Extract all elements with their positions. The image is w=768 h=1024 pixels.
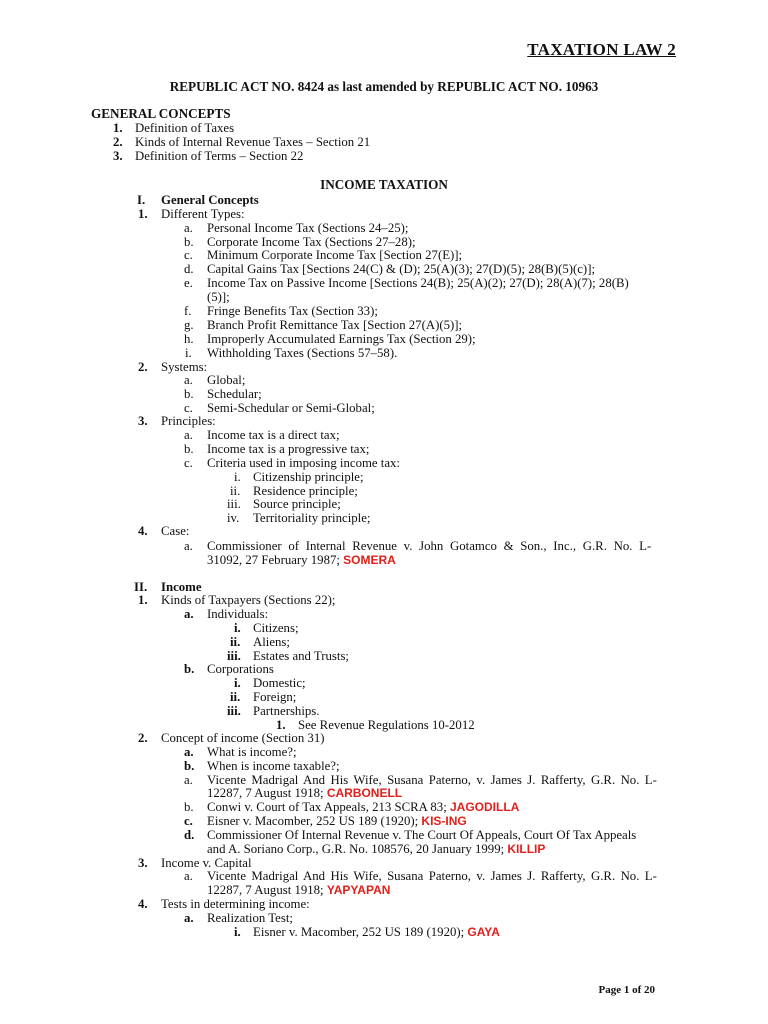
page-number: Page 1 of 20: [598, 984, 655, 996]
list-item: Residence principle;: [253, 484, 358, 498]
list-marker: 1.: [276, 718, 286, 732]
list-marker: 3.: [138, 414, 148, 428]
list-item: Withholding Taxes (Sections 57–58).: [207, 346, 398, 360]
list-marker: a.: [184, 869, 193, 883]
list-label: Income v. Capital: [161, 856, 252, 870]
list-marker: 1.: [113, 121, 123, 135]
case-citation: Commissioner of Internal Revenue v. John Gotamco & Son., Inc., G.R. No. L-: [207, 539, 652, 553]
assignee-name: KILLIP: [507, 842, 546, 856]
list-item: Citizens;: [253, 621, 299, 635]
income-taxation-heading: INCOME TAXATION: [320, 177, 448, 192]
case-citation: Vicente Madrigal And His Wife, Susana Paterno, v. James J. Rafferty, G.R. No. L-: [207, 869, 657, 883]
list-label: Different Types:: [161, 207, 245, 221]
list-item: When is income taxable?;: [207, 759, 340, 773]
list-item: Source principle;: [253, 497, 341, 511]
list-item: Estates and Trusts;: [253, 649, 349, 663]
list-item-continuation: (5)];: [207, 290, 230, 304]
list-marker: a.: [184, 428, 193, 442]
assignee-name: JAGODILLA: [449, 800, 520, 814]
part-marker: I.: [137, 193, 146, 207]
general-concepts-heading: GENERAL CONCEPTS: [91, 106, 231, 121]
list-marker: i.: [234, 676, 241, 690]
list-label: Concept of income (Section 31): [161, 731, 325, 745]
list-item: Foreign;: [253, 690, 297, 704]
case-citation-cont: [207, 553, 396, 567]
list-marker: a.: [184, 911, 194, 925]
list-marker: b.: [184, 759, 195, 773]
list-marker: iii.: [227, 704, 241, 718]
case-citation: Commissioner Of Internal Revenue v. The Court Of Appeals, Court Of Tax Appeals: [207, 828, 637, 842]
case-citation-text: Conwi v. Court of Tax Appeals, 213 SCRA 83;: [207, 800, 447, 814]
case-citation-text: 12287, 7 August 1918;: [207, 883, 324, 897]
list-marker: d.: [184, 262, 194, 276]
list-marker: 2.: [138, 731, 148, 745]
list-item: Improperly Accumulated Earnings Tax (Section 29);: [207, 332, 476, 346]
list-item: Global;: [207, 373, 246, 387]
list-marker: a.: [184, 373, 193, 387]
list-marker: i.: [185, 346, 192, 360]
list-marker: ii.: [230, 690, 241, 704]
list-item: Kinds of Internal Revenue Taxes – Section 21: [135, 135, 371, 149]
list-item: Income tax is a progressive tax;: [207, 442, 370, 456]
list-marker: e.: [184, 276, 193, 290]
list-marker: c.: [184, 456, 193, 470]
list-marker: ii.: [230, 484, 241, 498]
list-item: Definition of Taxes: [135, 121, 235, 135]
list-item: What is income?;: [207, 745, 297, 759]
case-citation-text: 12287, 7 August 1918;: [207, 786, 324, 800]
case-citation: Vicente Madrigal And His Wife, Susana Paterno, v. James J. Rafferty, G.R. No. L-: [207, 773, 657, 787]
list-item: Definition of Terms – Section 22: [135, 149, 304, 163]
assignee-name: KIS-ING: [421, 814, 467, 828]
case-citation-text: Eisner v. Macomber, 252 US 189 (1920);: [207, 814, 419, 828]
list-marker: c.: [184, 401, 193, 415]
case-citation-cont: [207, 842, 545, 856]
list-marker: b.: [184, 235, 194, 249]
list-item: Territoriality principle;: [253, 511, 371, 525]
part-heading: General Concepts: [161, 193, 259, 207]
list-label: Tests in determining income:: [161, 897, 310, 911]
list-marker: 2.: [138, 360, 148, 374]
list-label: Systems:: [161, 360, 208, 374]
list-marker: 4.: [138, 897, 148, 911]
list-item: Branch Profit Remittance Tax [Section 27(A)(5)];: [207, 318, 463, 332]
part-heading: Income: [161, 580, 202, 594]
list-marker: g.: [184, 318, 194, 332]
case-citation: [253, 925, 500, 939]
list-item: Fringe Benefits Tax (Section 33);: [207, 304, 378, 318]
list-item: Semi-Schedular or Semi-Global;: [207, 401, 375, 415]
list-marker: c.: [184, 814, 193, 828]
case-citation: [207, 814, 467, 828]
list-marker: i.: [234, 621, 241, 635]
list-item: Partnerships.: [253, 704, 320, 718]
list-label: Corporations: [207, 662, 274, 676]
assignee-name: YAPYAPAN: [326, 883, 391, 897]
list-item: Citizenship principle;: [253, 470, 364, 484]
list-marker: i.: [234, 925, 241, 939]
list-marker: b.: [184, 442, 194, 456]
case-citation-text: 31092, 27 February 1987;: [207, 553, 340, 567]
list-item: Capital Gains Tax [Sections 24(C) & (D); 25(A)(3); 27(D)(5); 28(B)(5)(c)];: [207, 262, 596, 276]
list-label: Individuals:: [207, 607, 269, 621]
list-marker: ii.: [230, 635, 241, 649]
list-item: Criteria used in imposing income tax:: [207, 456, 400, 470]
list-marker: a.: [184, 745, 194, 759]
case-citation-text: Eisner v. Macomber, 252 US 189 (1920);: [253, 925, 465, 939]
list-marker: b.: [184, 800, 194, 814]
list-marker: c.: [184, 248, 193, 262]
list-marker: h.: [184, 332, 194, 346]
list-item: Corporate Income Tax (Sections 27–28);: [207, 235, 416, 249]
list-item: Income tax is a direct tax;: [207, 428, 340, 442]
case-citation-cont: [207, 883, 390, 897]
list-marker: i.: [234, 470, 241, 484]
list-marker: 1.: [138, 207, 148, 221]
list-item: Minimum Corporate Income Tax [Section 27(E)];: [207, 248, 463, 262]
list-marker: b.: [184, 387, 194, 401]
list-item: Income Tax on Passive Income [Sections 24(B); 25(A)(2); 27(D); 28(A)(7); 28(B): [207, 276, 629, 290]
case-citation: [207, 800, 519, 814]
list-marker: 4.: [138, 524, 148, 538]
assignee-name: SOMERA: [343, 553, 396, 567]
list-marker: 1.: [138, 593, 148, 607]
list-marker: a.: [184, 607, 194, 621]
case-citation-text: and A. Soriano Corp., G.R. No. 108576, 20 January 1999;: [207, 842, 505, 856]
republic-act-title: REPUBLIC ACT NO. 8424 as last amended by REPUBLIC ACT NO. 10963: [169, 79, 599, 94]
list-marker: b.: [184, 662, 195, 676]
list-marker: a.: [184, 773, 193, 787]
list-label: Kinds of Taxpayers (Sections 22);: [161, 593, 336, 607]
list-marker: iii.: [227, 497, 241, 511]
list-item: Schedular;: [207, 387, 262, 401]
list-item: Realization Test;: [207, 911, 293, 925]
list-item: Personal Income Tax (Sections 24–25);: [207, 221, 409, 235]
list-item: Aliens;: [253, 635, 290, 649]
assignee-name: GAYA: [467, 925, 500, 939]
list-marker: iv.: [227, 511, 240, 525]
list-marker: iii.: [227, 649, 241, 663]
list-item: Domestic;: [253, 676, 306, 690]
list-marker: 3.: [138, 856, 148, 870]
case-citation-cont: [207, 786, 402, 800]
list-marker: d.: [184, 828, 195, 842]
list-label: Case:: [161, 524, 190, 538]
document-title: TAXATION LAW 2: [527, 40, 676, 59]
list-marker: 3.: [113, 149, 123, 163]
list-marker: f.: [184, 304, 192, 318]
list-marker: a.: [184, 221, 193, 235]
list-marker: 2.: [113, 135, 123, 149]
list-marker: a.: [184, 539, 193, 553]
list-item: See Revenue Regulations 10-2012: [298, 718, 475, 732]
list-label: Principles:: [161, 414, 216, 428]
assignee-name: CARBONELL: [326, 786, 403, 800]
part-marker: II.: [134, 580, 148, 594]
